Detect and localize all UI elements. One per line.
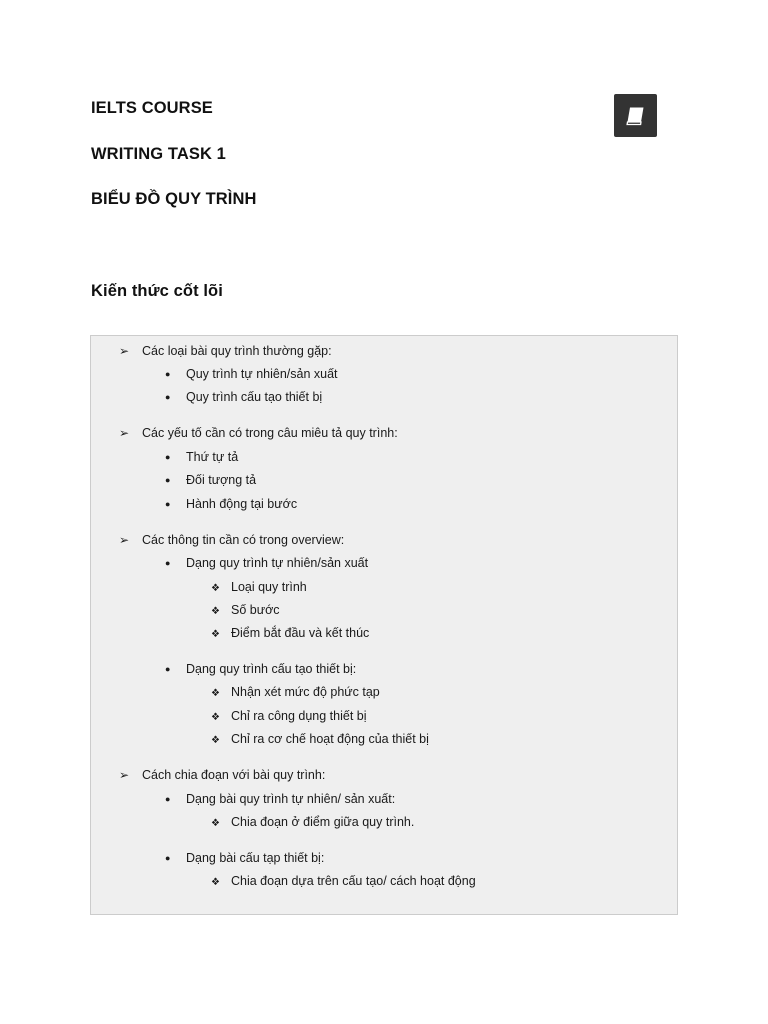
list-item-level1: ➢ Các thông tin cần có trong overview: [119, 533, 345, 547]
task-title: WRITING TASK 1 [91, 145, 226, 163]
list-item-level3: ❖ Loại quy trình [211, 579, 307, 597]
dot-bullet-icon: ● [165, 853, 171, 863]
list-item-level3: ❖ Chỉ ra công dụng thiết bị [211, 708, 367, 726]
book-icon-button[interactable] [614, 94, 657, 137]
dot-bullet-icon: ● [165, 392, 171, 402]
dot-bullet-icon: ● [165, 452, 171, 462]
list-item-level3: ❖ Điểm bắt đầu và kết thúc [211, 625, 369, 643]
arrow-bullet-icon: ➢ [119, 768, 130, 782]
diamond-bullet-icon: ❖ [211, 688, 220, 699]
list-item-level1: ➢ Các loại bài quy trình thường gặp: [119, 344, 332, 358]
list-item-level2: ● Dạng quy trình cấu tạo thiết bị: [165, 662, 357, 676]
list-item-level3: ❖ Chỉ ra cơ chế hoạt động của thiết bị [211, 731, 429, 749]
arrow-bullet-icon: ➢ [119, 344, 130, 358]
dot-bullet-icon: ● [165, 664, 171, 674]
dot-bullet-icon: ● [165, 558, 171, 568]
dot-bullet-icon: ● [165, 499, 171, 509]
list-item-level2: ● Dạng bài cấu tạp thiết bị: [165, 851, 325, 865]
list-item-level1: ➢ Cách chia đoạn với bài quy trình: [119, 768, 326, 782]
list-item-level2: ● Dạng bài quy trình tự nhiên/ sản xuất: [165, 792, 396, 806]
dot-bullet-icon: ● [165, 369, 171, 379]
diamond-bullet-icon: ❖ [211, 629, 220, 640]
arrow-bullet-icon: ➢ [119, 426, 130, 440]
diamond-bullet-icon: ❖ [211, 735, 220, 746]
topic-title: BIỂU ĐỒ QUY TRÌNH [91, 190, 257, 208]
list-item-level2: ● Thứ tự tả [165, 450, 239, 464]
list-item-level3: ❖ Nhận xét mức độ phức tạp [211, 684, 380, 702]
diamond-bullet-icon: ❖ [211, 877, 220, 888]
course-title: IELTS COURSE [91, 99, 213, 117]
diamond-bullet-icon: ❖ [211, 583, 220, 594]
list-item-level1: ➢ Các yếu tố cần có trong câu miêu tả quy trình: [119, 426, 398, 440]
dot-bullet-icon: ● [165, 475, 171, 485]
list-item-level2: ● Quy trình tự nhiên/sản xuất [165, 367, 338, 381]
diamond-bullet-icon: ❖ [211, 818, 220, 829]
list-item-level2: ● Đối tượng tả [165, 473, 257, 487]
list-item-level3: ❖ Số bước [211, 602, 280, 620]
diamond-bullet-icon: ❖ [211, 606, 220, 617]
list-item-level2: ● Dạng quy trình tự nhiên/sản xuất [165, 556, 369, 570]
list-item-level3: ❖ Chia đoạn ở điểm giữa quy trình. [211, 814, 414, 832]
list-item-level2: ● Quy trình cấu tạo thiết bị [165, 390, 323, 404]
knowledge-box [90, 335, 678, 915]
dot-bullet-icon: ● [165, 794, 171, 804]
arrow-bullet-icon: ➢ [119, 533, 130, 547]
list-item-level3: ❖ Chia đoạn dựa trên cấu tạo/ cách hoạt động [211, 873, 476, 891]
section-title: Kiến thức cốt lõi [91, 282, 223, 300]
list-item-level2: ● Hành động tại bước [165, 497, 298, 511]
diamond-bullet-icon: ❖ [211, 712, 220, 723]
book-icon [624, 104, 648, 128]
